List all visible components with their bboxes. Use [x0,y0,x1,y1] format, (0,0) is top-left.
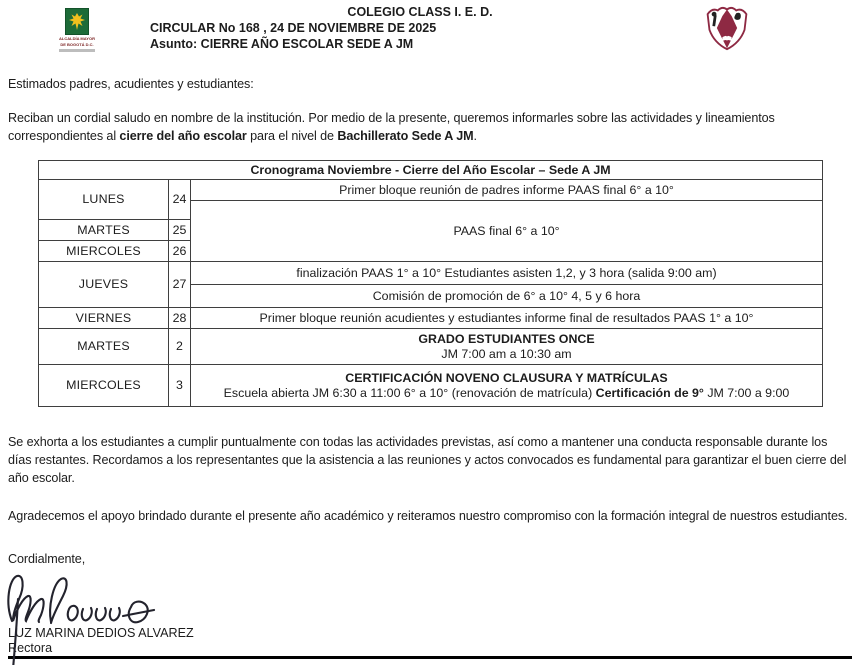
certificacion-detail-2: JM 7:00 a 9:00 [703,385,790,400]
schedule-day-miercoles26: MIERCOLES [39,241,169,262]
schedule-day-viernes28: VIERNES [39,308,169,329]
intro-bold-bachillerato: Bachillerato Sede A JM [337,128,474,143]
schedule-table [38,160,823,407]
schedule-day-martes2: MARTES [39,329,169,365]
intro-bold-cierre: cierre del año escolar [119,128,247,143]
farewell: Cordialmente, [8,552,86,566]
eagle-icon [67,11,87,33]
bogota-city-logo [55,8,99,52]
schedule-date-2: 2 [169,329,191,365]
certificacion-detail-1: Escuela abierta JM 6:30 a 11:00 6° a 10° (renovación de matrícula) [223,385,596,400]
signer-title: Rectora [8,641,53,655]
schedule-date-25: 25 [169,220,191,241]
schedule-activity-paas-block: PAAS final 6° a 10° [191,201,823,262]
intro-text-3: . [473,128,477,143]
schedule-activity-viernes: Primer bloque reunión acudientes y estudiantes informe final de resultados PAAS 1° a 10° [191,308,823,329]
certificacion-detail-bold: Certificación de 9° [595,385,704,400]
schedule-activity-lunes: Primer bloque reunión de padres informe PAAS final 6° a 10° [191,180,823,201]
schedule-activity-jueves-1: finalización PAAS 1° a 10° Estudiantes asisten 1,2, y 3 hora (salida 9:00 am) [191,262,823,285]
intro-paragraph [8,110,853,145]
schedule-date-3: 3 [169,365,191,407]
bogota-eagle-icon [65,8,89,35]
signer-name: LUZ MARINA DEDIOS ALVAREZ [8,626,194,640]
schedule-day-jueves27: JUEVES [39,262,169,308]
grado-once-detail: JM 7:00 am a 10:30 am [441,346,572,361]
grado-once-title: GRADO ESTUDIANTES ONCE [418,331,595,346]
schedule-activity-miercoles3 [191,365,823,407]
schedule-day-lunes24: LUNES [39,180,169,220]
certificacion-detail [194,386,819,401]
salutation: Estimados padres, acudientes y estudiantes: [8,77,254,91]
schedule-day-martes25: MARTES [39,220,169,241]
schedule-title: Cronograma Noviembre - Cierre del Año Escolar – Sede A JM [39,161,823,180]
logo-caption-line2: DE BOGOTÁ D.C. [60,42,94,47]
schedule-date-28: 28 [169,308,191,329]
document-header [150,4,690,52]
school-name: COLEGIO CLASS I. E. D. [347,5,493,19]
logo-caption-line1: ALCALDÍA MAYOR [59,36,95,41]
intro-text-1: Reciban un cordial saludo en nombre de la institución. Por medio de la presente, queremos informarles sobre las actividades y lineamientos correspondientes al [8,111,775,143]
intro-text-2: para el nivel de [246,128,338,143]
closing-paragraph-2: Agradecemos el apoyo brindado durante el presente año académico y reiteramos nuestro compromiso con la formación integral de nuestros estudiantes. [8,509,848,523]
schedule-activity-jueves-2: Comisión de promoción de 6° a 10° 4, 5 y 6 hora [191,285,823,308]
schedule-day-miercoles3: MIERCOLES [39,365,169,407]
circular-number-line: CIRCULAR No 168 , 24 DE NOVIEMBRE DE 2025 [150,21,437,35]
certificacion-title: CERTIFICACIÓN NOVENO CLAUSURA Y MATRÍCULAS [345,370,668,385]
school-crest-icon [703,4,751,52]
closing-paragraph-1: Se exhorta a los estudiantes a cumplir puntualmente con todas las actividades previstas, así como a mantener una conducta responsable durante los días restantes. Recordamos a los representantes que la asistencia a las reuniones y actos convocados es fundamental para garantizar el buen cierre del año escolar. [8,435,847,485]
subject-line: Asunto: CIERRE AÑO ESCOLAR SEDE A JM [150,37,414,51]
schedule-date-26: 26 [169,241,191,262]
schedule-date-24: 24 [169,180,191,220]
schedule-date-27: 27 [169,262,191,308]
footer-rule [8,656,852,659]
schedule-activity-martes2 [191,329,823,365]
logo-caption-rule [59,49,95,52]
